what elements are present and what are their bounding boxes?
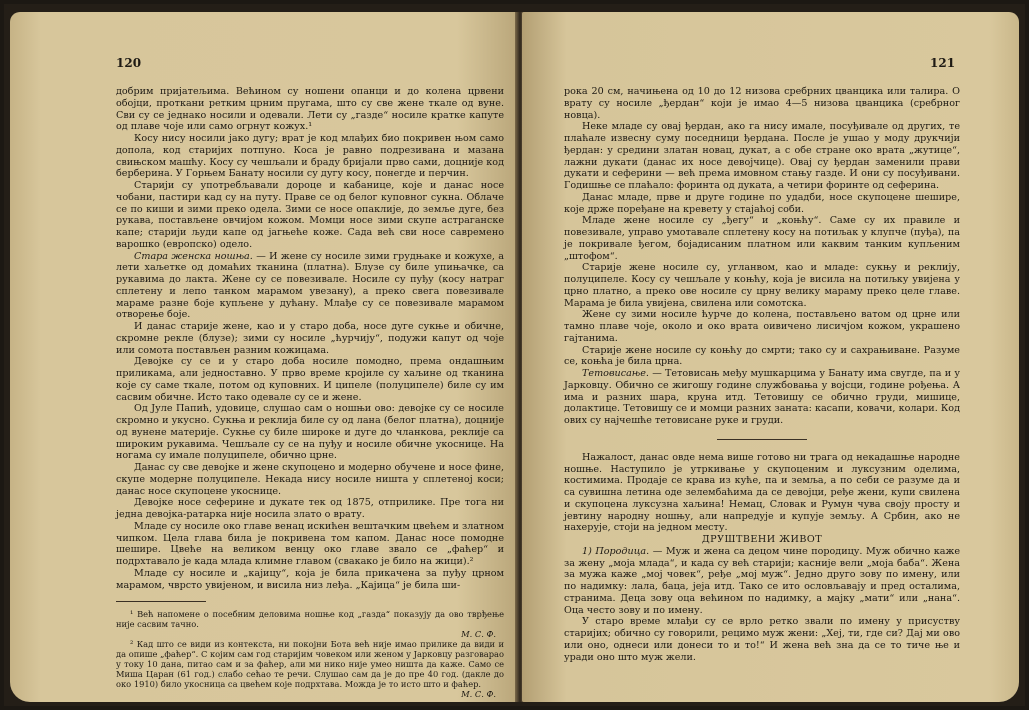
right-page bbox=[522, 12, 1019, 702]
page-number-right: 121 bbox=[930, 56, 956, 70]
paragraph: 1) Породица. — Муж и жена са децом чине породицу. Муж обично каже за жену „моја млада“, и када су већ старији; касније вели „моја баба“. Жена за мужа каже „мој човек“, ређе „мој муж“. Једно друго зову по имену, или по надимку: лала, баца, јеја итд. Тако се итo ословљавају и пред осталима, странима. Деца зову оца већином по надимку, а мајку „мати“ или „нана“. Оца често зову и по имену. bbox=[564, 545, 961, 616]
run-in-heading: Стара женска ношња. bbox=[134, 250, 253, 262]
paragraph: Младе жене носиле су „ђегу“ и „коњћу“. Саме су их правиле и повезивале, управо умотавале сплетену косу на потиљак у клупче (пуђа), па је покривале ђегом, бојадисаним платном или каквим танким купљеним „штофом“. bbox=[564, 215, 960, 262]
right-text-column bbox=[564, 86, 960, 663]
left-page bbox=[10, 12, 518, 702]
paragraph: Младе су носиле око главе венац искићен вештачким цвећем и златном чипком. Цела глава била је покривена том капом. Данас носе помодне шешире. Цвеће на великом венцу око главе звало се „фаћер“ и подрхтавало је када млада климне главом (свакако је било на жици).² bbox=[116, 520, 504, 567]
paragraph: Стара женска ношња. — И жене су носиле зими грудњаке и кожухе, а лети хаљетке од домаћих тканина (платна). Блузе су биле упињачке, са рукавима до лакта. Жене су се повезивале. Носиле су пуђу (косу натраг сплетену и лепо танком марамом увезану), а преко свега повезивале мараме разне боје купљене у дућану. Млађе су се повезивале марамом отворење боје. bbox=[116, 250, 505, 321]
footnote-signature: М. С. Ф. bbox=[461, 629, 496, 640]
footnote-signature: М. С. Ф. bbox=[461, 689, 496, 700]
footnote-divider bbox=[116, 601, 206, 602]
paragraph: Старије жене носиле су, угланвом, као и младе: сукњу и реклију, полуципеле. Косу су чешљале у коњћу, која је висила на потиљку увијена у црно платно, а преко ове носиле су црну велику мараму преко целе главе. Марама је била увијена, свилена или сомотска. bbox=[564, 262, 960, 309]
paragraph: Девојке су се и у старо доба носиле помодно, према ондашњим приликама, али једноставно. У прво време кројиле су хаљине од тканина које су саме ткале, потом од куповних. И ципеле (полуципеле) биле су им сасвим обичне. Исто тако одевале су се и жене. bbox=[116, 356, 504, 403]
paragraph: Девојке носе сеферине и дукате тек од 1875, отприлике. Пре тога ни једна девојка-ратарка није носила злато о врату. bbox=[116, 497, 504, 520]
paragraph: Нажалост, данас овде нема више готово ни трага од некадашње народне ношње. Наступило је утркивање у скупоценим и луксузним оделима, костимима. Продаје се крава из куће, па и земља, а по себи се разуме да и са сувишна летина оде зелембаћима да се девојци, ређе жени, купи свилена и скупоцена луксузна хаљина! Немац, Словак и Румун чува своју просту и јевтину народну ношњу, али напредује и купује земљу. А Србин, ако не нахерује, стоји на једном месту. bbox=[564, 451, 960, 534]
section-heading: ДРУШТВЕНИ ЖИВОТ bbox=[701, 534, 823, 545]
paragraph: Старије жене носиле су коњћу до смрти; тако су и сахрањиване. Разуме се, коњћа је била црна. bbox=[564, 344, 960, 368]
run-in-heading: 1) Породица. bbox=[582, 545, 650, 557]
footnotes bbox=[116, 609, 504, 699]
book-spread bbox=[4, 4, 1025, 706]
paragraph: Неке младе су овај ђердан, ако га нису имале, посуђивале од других, те плаћале извесну суму поседници ђердана. После је ушао у моду друкчији ђердан: у средини златан новац, дукат, а с обе стране око врата „жутице“, лажни дукати (данас их носе девојчице). Овај су ђердан заменили прави дукати и сеферини — већ према имовном стању газде. И они су посуђивани. Годишње се плаћало: форинта од дуката, а четири форинте од сеферина. bbox=[564, 121, 960, 191]
paragraph: Косу нису носили јако дугу; врат је код млађих био покривен њом само допола, код старијих потпуно. Коса је равно подрезивана и мазана свињском машћу. Косу су чешљали и браду бријали прво сами, доцније код берберина. У Горњем Банату носили су дугу косу, понегде и перчин. bbox=[116, 133, 504, 180]
paragraph: добрим пријатељима. Већином су ношени опанци и до колена црвени обојци, проткани ретким црним пругама, што су све жене ткале од вуне. Сви су се једнако носили и одевали. Лети су „газде“ носиле кратке капуте од плаве чоје или само огрнут кожух.¹ bbox=[116, 86, 504, 133]
paragraph: Старији су употребљавали дороце и кабанице, које и данас носе чобани, пастири кад су на путу. Праве се од белог куповног сукна. Облаче се по киши и зими преко одела. Зими се носе опаклије, до земље дуге, без рукава, постављене овчијом кожом. Момци носе зими скупе астраганске капе; старији људи капе од јагњеће коже. Сада већ сви носе савремено варошко (европско) одело. bbox=[116, 180, 504, 250]
footnote: ¹ Већ напомене о посебним деловима ношње код „газда“ показују да ово тврђење није сасвим тачно. bbox=[116, 609, 504, 630]
paragraph: Данас младе, прве и друге године по удадби, носе скупоцене шешире, које држе поређане на кревету у стајаћој соби. bbox=[564, 191, 960, 215]
paragraph: И данас старије жене, као и у старо доба, носе дуге сукње и обичне, скромне реклe (блузе); зими су носиле „ћурчију“, подужи капут од чоје или сомота постављен разним кожицама. bbox=[116, 321, 504, 356]
page-number-left: 120 bbox=[116, 56, 142, 70]
footnote: ² Кад што се види из контекста, ни покојни Бота већ није имао прилике да види и да опише „фаћер“. С којим сам год старијим човеком или женом у Јарковцу разговарао у току 10 дана, питао сам и за фаћер, али ми нико није умео ништа да каже. Само се Миша Царан (61 год.) слабо сећао те речи. Слушао сам да је до пре 40 год. (дакле до око 1910) било укосница са цвећем које подрхтава. Можда је то исто што и фаћер. bbox=[116, 639, 504, 690]
paragraph: Од Јуле Папић, удовице, слушао сам о ношњи ово: девојке су се носиле скромно и укусно. Сукња и реклија биле су од лана (белог платна), доцније од вунене материје. Сукње су биле широке и дуге до чланкова, реклије са широким рукавима. Чешљале су се на пуђу и носиле обичне укоснице. На ногама су имале полуципеле, обично црне. bbox=[116, 403, 504, 462]
paragraph: У старо време млађи су се врло ретко звали по имену у присуству старијих; обично су говорили, рецимо муж жени: „Хеј, ти, где си? Дај ми ово или оно, однеси или донеси то и то!“ И жена већ зна да се то тиче ње и уради оно што муж жели. bbox=[564, 616, 960, 663]
section-divider bbox=[717, 439, 807, 440]
left-text-column bbox=[116, 86, 504, 699]
paragraph: рока 20 см, начињена од 10 до 12 низова сребрних цванцика или талира. О врату су носиле „ђердан“ који је имао 4—5 низова цванцика (сребрног новца). bbox=[564, 86, 960, 121]
paragraph: Жене су зими носиле ћурче до колена, постављено ватом од црне или тамно плаве чоје, около и око врата оивичено лисичјом кожом, украшено гајтанима. bbox=[564, 309, 960, 344]
paragraph: Данас су све девојке и жене скупоцено и модерно обучене и носе фине, скупе модерне полуципеле. Некада нису носиле ништа у сплетеној коси; данас носе скупоцене укоснице. bbox=[116, 462, 504, 497]
paragraph: Тетовисање. — Тетовисањ међу мушкарцима у Банату има свугде, па и у Јарковцу. Обично се жигошу године службовања у војсци, године рођења. А има и разних шара, крунa итд. Тетовишу се обично груди, мишице, долактице. Тетовишу се и момци разних заната: касапи, ковачи, колари. Код ових су најчешће тетовисане руке и груди. bbox=[564, 368, 960, 426]
run-in-heading: Тетовисање. bbox=[582, 368, 649, 379]
paragraph: Младе су носиле и „кајицу“, која је била прикачена за пуђу црном марамом, чврсто увијеном, и висила низ леђа. „Кајица“ је била ши- bbox=[116, 567, 504, 591]
